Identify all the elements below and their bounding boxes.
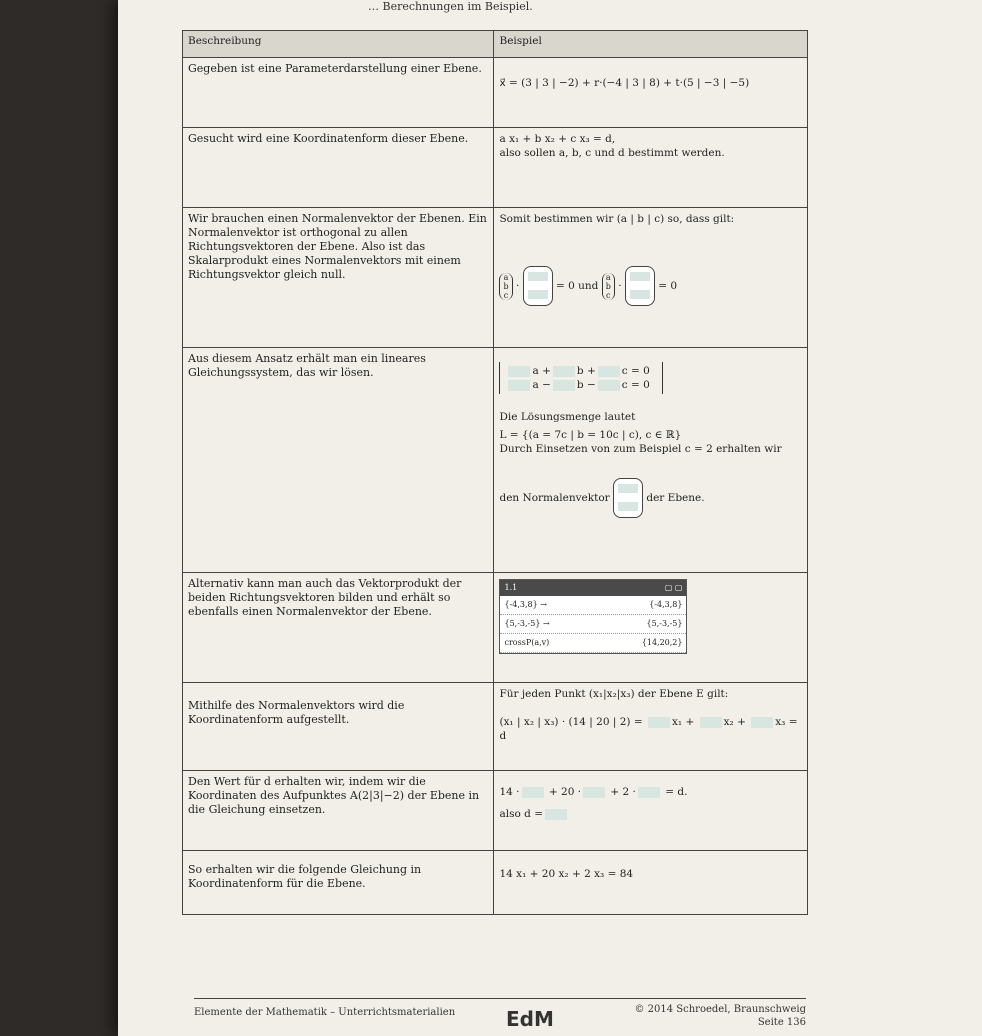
row-example <box>494 771 808 851</box>
row-example <box>494 348 808 573</box>
row-desc: Aus diesem Ansatz erhält man ein lineares Gleichungssystem, das wir lösen. <box>183 348 494 573</box>
page-number: Seite 136 <box>757 1017 806 1028</box>
blank-vector[interactable] <box>613 478 643 518</box>
insert-point: 14 · + 20 · + 2 · = d. <box>499 786 688 798</box>
solution-label: Die Lösungsmenge lautet <box>499 411 636 423</box>
coord-form: a x₁ + b x₂ + c x₃ = d, <box>499 133 616 145</box>
table-row <box>183 348 808 573</box>
row-example <box>494 683 808 771</box>
row-desc: Alternativ kann man auch das Vektorprodukt der beiden Richtungsvektoren bilden und erhält so ebenfalls einen Normalenvektor der Ebene. <box>183 573 494 683</box>
calculator-screenshot: 1.1 ▢ ▢ {-4,3,8} → {-4,3,8} {5,-3,-5} → {5,-3,-5} crossP(a,v) {14,20,2} <box>499 579 687 654</box>
row-desc: Wir brauchen einen Normalenvektor der Ebenen. Ein Normalenvektor ist orthogonal zu allen Richtungsvektoren der Ebene. Also ist das Skalarprodukt eines Normalenvektors mit einem Richtungsvektor gleich null. <box>183 208 494 348</box>
table-row <box>183 58 808 128</box>
blank-vector[interactable] <box>523 266 553 306</box>
row-example <box>494 208 808 348</box>
final-equation: 14 x₁ + 20 x₂ + 2 x₃ = 84 <box>499 868 634 880</box>
row-example <box>494 58 808 128</box>
header-beispiel: Beispiel <box>494 31 808 58</box>
row-example <box>494 573 808 683</box>
header-beschreibung: Beschreibung <box>183 31 494 58</box>
blank-vector[interactable] <box>625 266 655 306</box>
row-desc: So erhalten wir die folgende Gleichung in Koordinatenform für die Ebene. <box>183 851 494 915</box>
coord-form-note: also sollen a, b, c und d bestimmt werden. <box>499 147 725 159</box>
row-example <box>494 128 808 208</box>
dot-equations: a b c · = 0 und a b c · = 0 <box>499 266 802 306</box>
method-table <box>182 30 808 915</box>
row-desc: Gesucht wird eine Koordinatenform dieser Ebene. <box>183 128 494 208</box>
top-note: … Berechnungen im Beispiel. <box>368 0 533 13</box>
vector-abc: a b c <box>499 273 512 300</box>
table-row <box>183 851 808 915</box>
point-condition: Für jeden Punkt (x₁|x₂|x₃) der Ebene E gilt: <box>499 688 729 700</box>
equation-system: a + b + c = 0 a − b − c = 0 <box>499 362 663 394</box>
row-example <box>494 851 808 915</box>
normal-vector-line: den Normalenvektor der Ebene. <box>499 478 802 518</box>
dot-product-form: (x₁ | x₂ | x₃) · (14 | 20 | 2) = x₁ + x₂ + x₃ = d <box>499 716 798 742</box>
row-desc: Gegeben ist eine Parameterdarstellung einer Ebene. <box>183 58 494 128</box>
footer-copyright: © 2014 Schroedel, Braunschweig Seite 136 <box>634 1004 806 1028</box>
table-row <box>183 771 808 851</box>
page-footer <box>194 998 806 1031</box>
parameter-form: x⃗ = (3 | 3 | −2) + r·(−4 | 3 | 8) + t·(5 | −3 | −5) <box>499 77 750 89</box>
row-desc: Mithilfe des Normalenvektors wird die Koordinatenform aufgestellt. <box>183 683 494 771</box>
edm-logo: EdM <box>506 1007 554 1031</box>
table-row <box>183 573 808 683</box>
footer-title: Elemente der Mathematik – Unterrichtsmaterialien <box>194 1007 456 1018</box>
worksheet-page <box>118 0 982 1036</box>
vector-abc: a b c <box>602 273 615 300</box>
solution-set: L = {(a = 7c | b = 10c | c), c ∈ ℝ} <box>499 429 682 441</box>
table-row <box>183 208 808 348</box>
substitution-text: Durch Einsetzen von zum Beispiel c = 2 erhalten wir <box>499 443 782 455</box>
calculator-titlebar: 1.1 ▢ ▢ <box>500 580 686 596</box>
normal-intro: Somit bestimmen wir (a | b | c) so, dass gilt: <box>499 213 735 225</box>
row-desc: Den Wert für d erhalten wir, indem wir die Koordinaten des Aufpunktes A(2|3|−2) der Ebene in die Gleichung einsetzen. <box>183 771 494 851</box>
table-row <box>183 683 808 771</box>
d-result: also d = <box>499 807 802 821</box>
table-row <box>183 128 808 208</box>
